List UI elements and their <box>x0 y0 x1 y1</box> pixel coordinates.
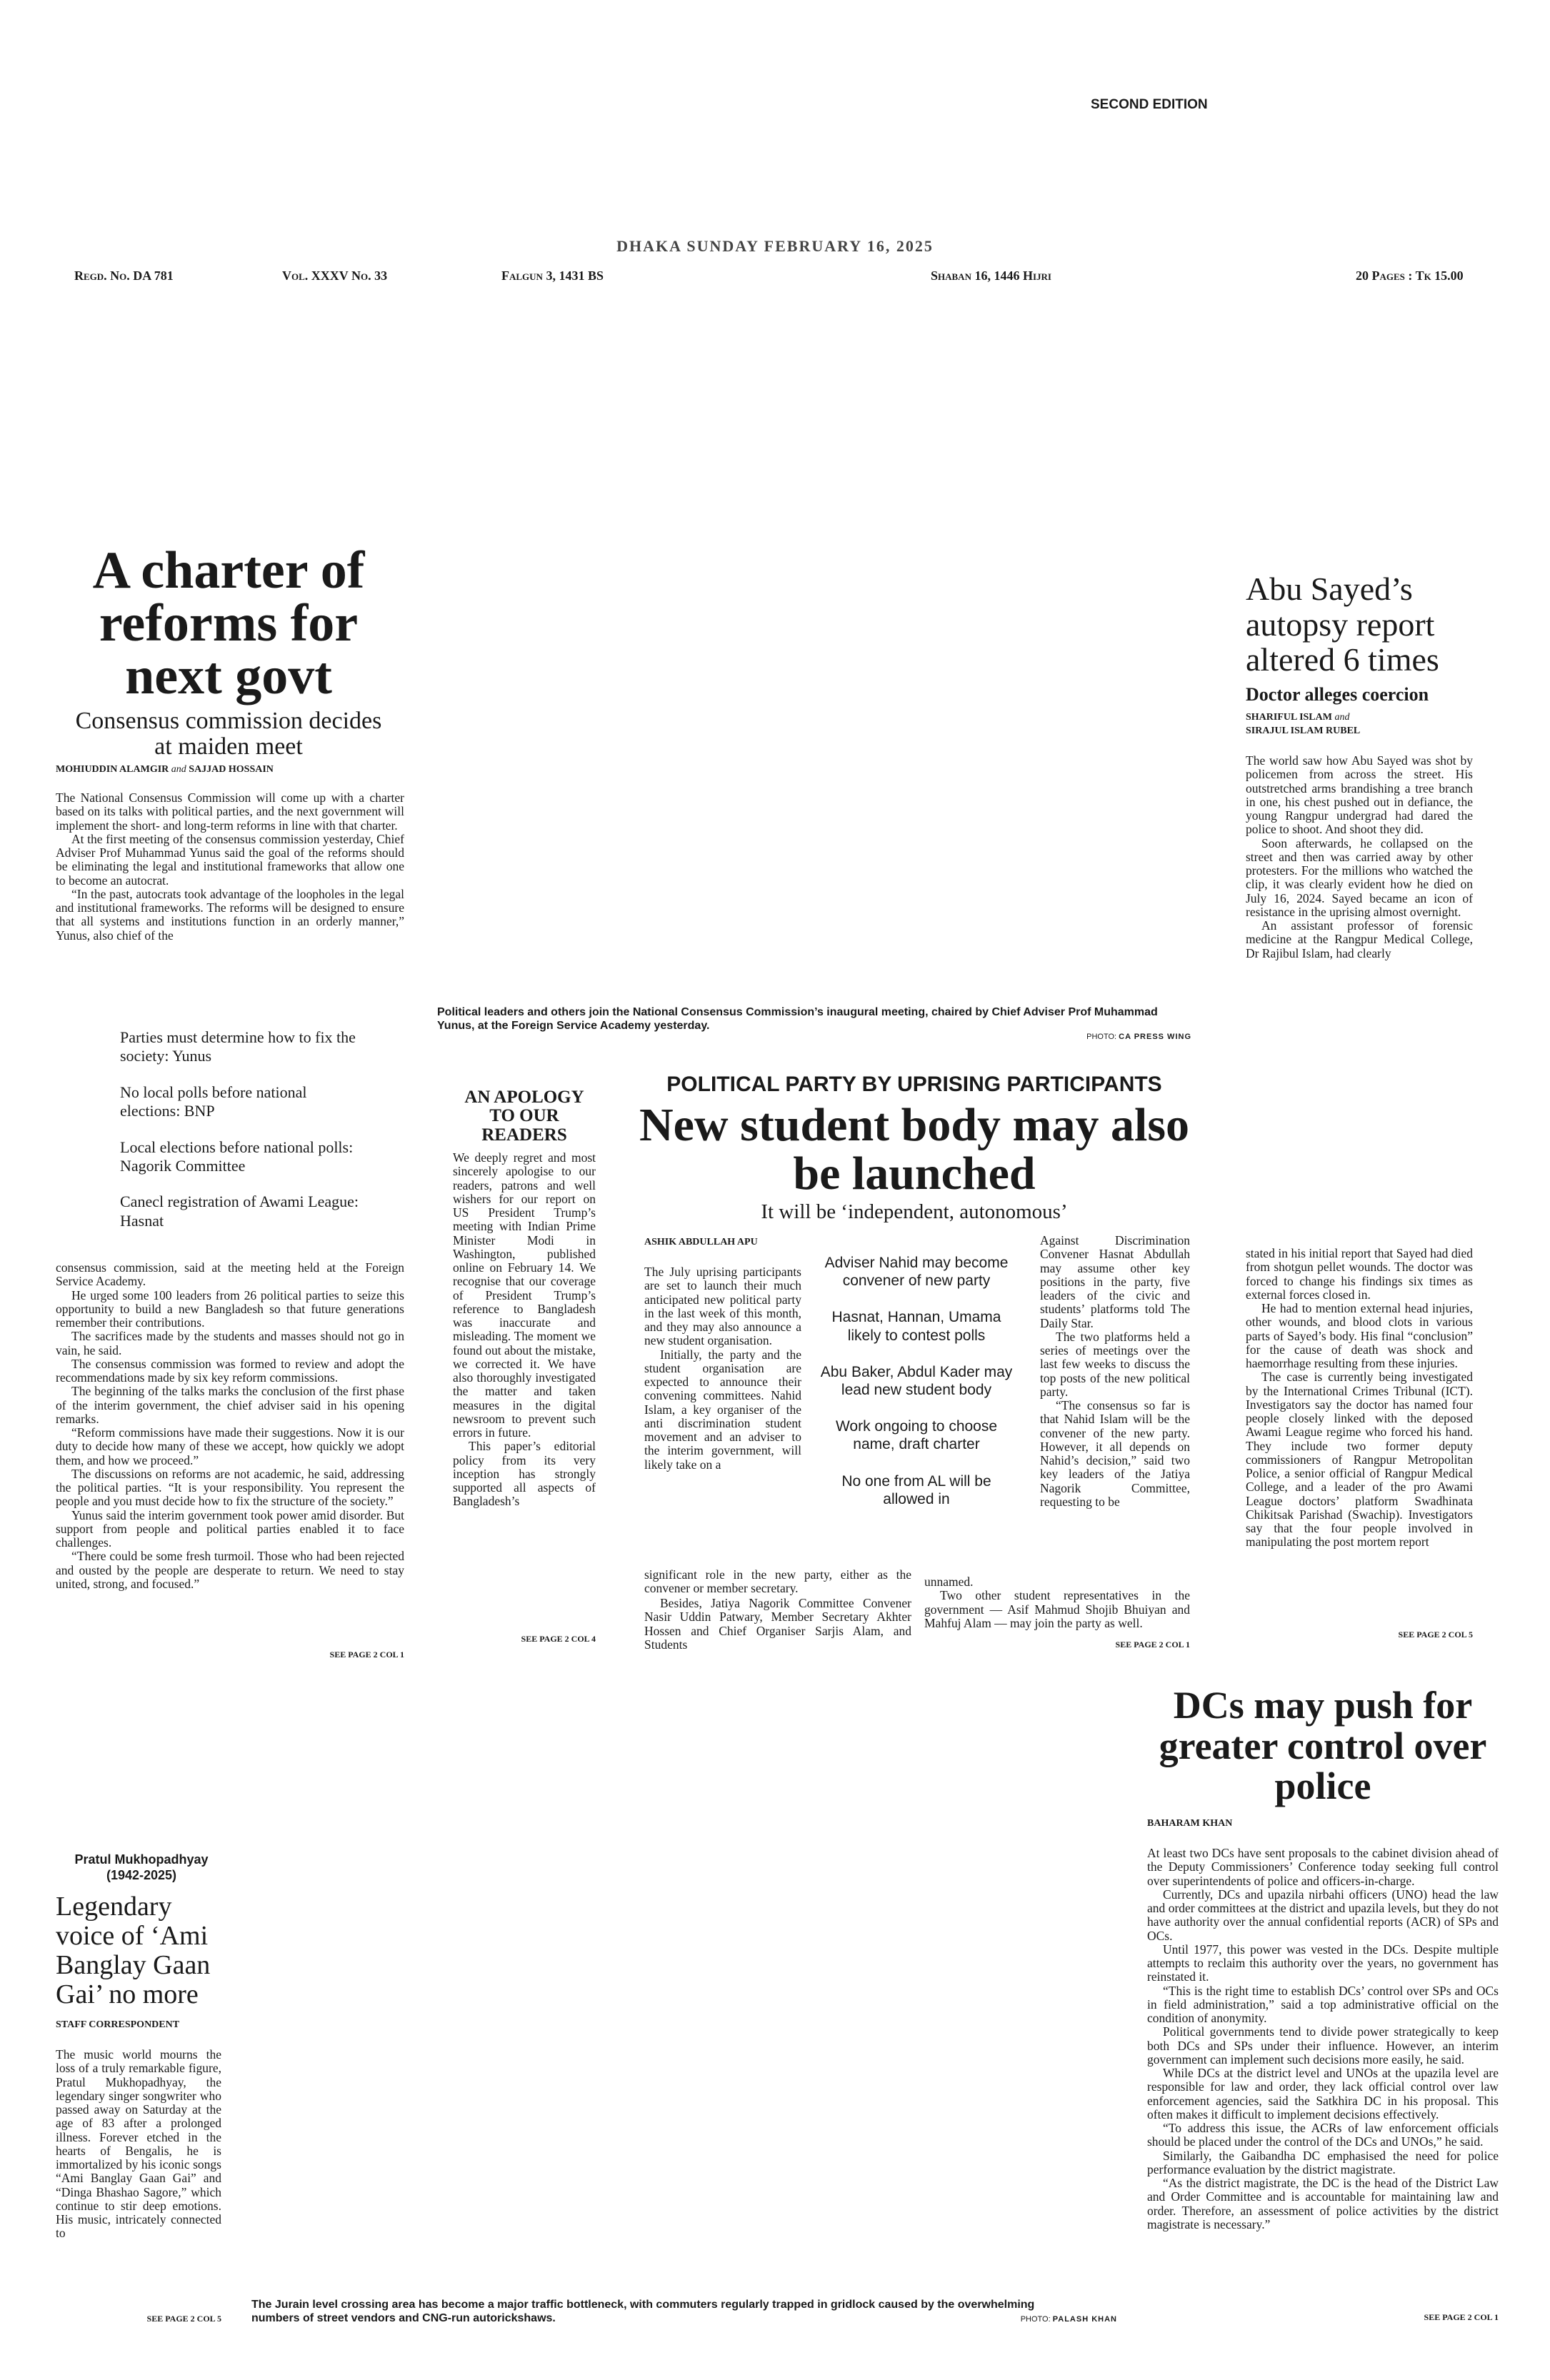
paragraph: unnamed. <box>924 1575 974 1589</box>
paragraph: Political governments tend to divide power strategically to keep both DCs and SPs under their influence. However, an interim government can implement such decisions more easily, he said. <box>1147 2024 1499 2067</box>
paragraph: The July uprising participants are set to launch their much anticipated new political party in the last week of this month, and they may also announce a new student organisation. <box>644 1265 801 1348</box>
page-count-price: 20 Pages : Tk 15.00 <box>1356 268 1464 283</box>
paragraph: The consensus commission was formed to review and adopt the recommendations made by six key reform commissions. <box>56 1356 404 1385</box>
sidebar-point: No one from AL will be allowed in <box>841 1472 991 1507</box>
student-wide-line: significant role in the new party, either as the convener or member secretary. <box>644 1567 911 1596</box>
paragraph: The world saw how Abu Sayed was shot by policemen from across the street. His outstretched arms brandishing a tree branch in one, his chest pushed out in defiance, the young Rangpur undergrad had dared the police to shoot. And shoot they did. <box>1246 753 1473 837</box>
paragraph: This paper’s editorial policy from its very inception has strongly supported all aspects of Bangladesh’s <box>453 1439 596 1509</box>
registration-number: Regd. No. DA 781 <box>74 268 174 283</box>
student-col-3 <box>1040 1234 1190 1509</box>
paragraph: “In the past, autocrats took advantage of the loopholes in the legal and institutional frameworks. The reforms will be designed to ensure that all systems and institutions function in an orderly manner,” Yunus, also chief of the <box>56 886 404 943</box>
paragraph: “The consensus so far is that Nahid Islam will be the convener of the new party. However, it all depends on Nahid’s decision,” said two key leaders of the Jatiya Nagorik Committee, requesting to be <box>1040 1398 1190 1509</box>
paragraph: The two platforms held a series of meetings over the last few weeks to discuss the top posts of the new political party. <box>1040 1329 1190 1399</box>
sayed-deck: Doctor alleges coercion <box>1246 684 1429 705</box>
lead-byline <box>56 764 274 775</box>
sayed-body-top <box>1246 754 1473 960</box>
obituary-years: (1942-2025) <box>106 1868 177 1882</box>
student-col-1-bottom <box>644 1597 911 1652</box>
see-page-link[interactable]: SEE PAGE 2 COL 5 <box>1398 1630 1473 1640</box>
student-col-3-bottom <box>924 1575 1190 1630</box>
lead-body-bottom <box>56 1261 404 1591</box>
paragraph: The beginning of the talks marks the conclusion of the first phase of the interim government, the chief adviser said in his opening remarks. <box>56 1384 404 1426</box>
byline-author: MOHIUDDIN ALAMGIR <box>56 764 169 775</box>
see-page-link[interactable]: SEE PAGE 2 COL 1 <box>329 1650 404 1660</box>
bangla-date: Falgun 3, 1431 BS <box>501 268 604 283</box>
dateline: DHAKA SUNDAY FEBRUARY 16, 2025 <box>616 237 934 255</box>
bottom-photo-caption: The Jurain level crossing area has become a major traffic bottleneck, with commuters regularly trapped in gridlock caused by the overwhelming numbers of street vendors and CNG-run autorickshaws. <box>251 2299 1035 2325</box>
paragraph: He had to mention external head injuries, other wounds, and blood clots in various parts of Sayed’s body. His final “conclusion” for the cause of death was shock and haemorrhage resulting from these injuries. <box>1246 1301 1473 1370</box>
credit-name: CA PRESS WING <box>1119 1033 1191 1041</box>
paragraph: consensus commission, said at the meeting held at the Foreign Service Academy. <box>56 1260 404 1289</box>
paragraph: stated in his initial report that Sayed had died from shotgun pellet wounds. The doctor was forced to change his findings six times as external forces closed in. <box>1246 1246 1473 1302</box>
paragraph: The sacrifices made by the students and masses should not go in vain, he said. <box>56 1329 404 1357</box>
see-page-link[interactable]: SEE PAGE 2 COL 1 <box>1115 1640 1190 1650</box>
see-page-link[interactable]: SEE PAGE 2 COL 5 <box>146 2314 221 2324</box>
sidebar-point: Hasnat, Hannan, Umama likely to contest polls <box>831 1309 1001 1344</box>
paragraph: Soon afterwards, he collapsed on the street and then was carried away by other protesters. For the millions who watched the clip, it was clearly evident how he died on July 16, 2024. Sayed became an icon of resistance in the uprising almost overnight. <box>1246 835 1473 919</box>
top-photo-credit <box>986 1033 1191 1041</box>
see-page-link[interactable]: SEE PAGE 2 COL 4 <box>521 1634 596 1644</box>
byline-author: SHARIFUL ISLAM <box>1246 712 1332 723</box>
paragraph: Against Discrimination Convener Hasnat Abdullah may assume other key positions in the party, five leaders of the civic and students’ platforms told The Daily Star. <box>1040 1233 1190 1330</box>
sidebar-point: Adviser Nahid may become convener of new party <box>824 1255 1009 1290</box>
sayed-byline <box>1246 711 1489 738</box>
credit-name: PALASH KHAN <box>1052 2315 1117 2324</box>
paragraph: Yunus said the interim government took power amid disorder. But support from people and political parties enabled it to face challenges. <box>56 1507 404 1550</box>
sayed-body-bottom <box>1246 1247 1473 1550</box>
dc-byline: BAHARAM KHAN <box>1147 1818 1233 1829</box>
paragraph: At the first meeting of the consensus commission yesterday, Chief Adviser Prof Muhammad Yunus said the goal of the reforms should be eliminating the legal and institutional frameworks that allow one to become an autocrat. <box>56 831 404 888</box>
lead-headline: A charter of reforms for next govt <box>92 541 365 706</box>
apology-headline: AN APOLOGY TO OUR READERS <box>464 1088 584 1145</box>
paragraph: The National Consensus Commission will come up with a charter based on its talks with political parties, and the next government will implement the short- and long-term reforms in line with that charter. <box>56 790 404 833</box>
credit-label: PHOTO: <box>1086 1033 1117 1041</box>
paragraph: Two other student representatives in the government — Asif Mahmud Shojib Bhuiyan and Mahfuj Alam — may join the party as well. <box>924 1588 1190 1630</box>
bottom-photo-credit <box>943 2315 1117 2324</box>
hijri-date: Shaban 16, 1446 Hijri <box>931 268 1051 283</box>
bullet-item: Canecl registration of Awami League: Hasnat <box>120 1192 359 1230</box>
edition-label: SECOND EDITION <box>1091 97 1208 112</box>
dc-headline: DCs may push for greater control over police <box>1159 1684 1487 1808</box>
paragraph: At least two DCs have sent proposals to the cabinet division ahead of the Deputy Commissioners’ Conference today seeking full control over superintendents of police and officers-in-charge. <box>1147 1846 1499 1888</box>
paragraph: The music world mourns the loss of a truly remarkable figure, Pratul Mukhopadhyay, the legendary singer songwriter who passed away on Saturday at the age of 83 after a prolonged illness. Forever etched in the hearts of Bengalis, he is immortalized by his iconic songs “Ami Banglay Gaan Gai” and “Dinga Bhashao Sagore,” which continue to stir deep emotions. His music, intricately connected to <box>56 2047 221 2241</box>
obituary-byline: STAFF CORRESPONDENT <box>56 2019 180 2030</box>
paragraph: Until 1977, this power was vested in the DCs. Despite multiple attempts to reclaim this authority over the years, no government has reinstated it. <box>1147 1942 1499 1984</box>
student-deck: It will be ‘independent, autonomous’ <box>761 1200 1068 1223</box>
paragraph: “Reform commissions have made their suggestions. Now it is our duty to decide how many of these we accept, how quickly we adopt them, and how we proceed.” <box>56 1425 404 1467</box>
credit-label: PHOTO: <box>1020 2315 1051 2324</box>
top-photo-caption: Political leaders and others join the National Consensus Commission’s inaugural meeting, chaired by Chief Adviser Prof Muhammad Yunus, at the Foreign Service Academy yesterday. <box>437 1006 1158 1033</box>
obituary-headline: Legendary voice of ‘Ami Banglay Gaan Gai’ no more <box>56 1892 211 2010</box>
sayed-headline: Abu Sayed’s autopsy report altered 6 times <box>1246 571 1439 678</box>
paragraph: Similarly, the Gaibandha DC emphasised the need for police performance evaluation by the district magistrate. <box>1147 2148 1499 2176</box>
apology-body <box>453 1151 596 1509</box>
volume-number: Vol. XXXV No. 33 <box>282 268 388 283</box>
byline-and: and <box>171 764 186 775</box>
obituary-body <box>56 2048 221 2241</box>
student-sidebar <box>814 1254 1019 1527</box>
bullet-item: Local elections before national polls: Nagorik Committee <box>120 1138 354 1175</box>
paragraph: We deeply regret and most sincerely apologise to our readers, patrons and well wishers for our report on US President Trump’s meeting with Indian Prime Minister Modi in Washington, published online on February 14. We recognise that our coverage of President Trump’s reference to Bangladesh was inaccurate and misleading. The moment we found out about the mistake, we corrected it. We have also thoroughly investigated the matter and taken measures in the digital newsroom to prevent such errors in future. <box>453 1150 596 1440</box>
lead-deck: Consensus commission decides at maiden meet <box>75 708 382 760</box>
lead-bullets <box>120 1028 363 1247</box>
paragraph: An assistant professor of forensic medicine at the Rangpur Medical College, Dr Rajibul Islam, had clearly <box>1246 918 1473 960</box>
lead-body-top <box>56 791 404 943</box>
bullet-item: Parties must determine how to fix the society: Yunus <box>120 1028 356 1065</box>
sidebar-point: Abu Baker, Abdul Kader may lead new student body <box>820 1363 1013 1398</box>
paragraph: While DCs at the district level and UNOs at the upazila level are responsible for law and order, they lack official control over law enforcement agencies, said the Satkhira DC in his proposal. This often makes it difficult to implement decisions effectively. <box>1147 2066 1499 2122</box>
paragraph: The case is currently being investigated by the International Crimes Tribunal (ICT). Investigators say the doctor has named four people closely linked with the deposed Awami League regime who forced his hand. They include two former deputy commissioners of Rangpur Metropolitan Police, a senior official of Rangpur Medical College, and a leader of the pro Awami League doctors’ platform Swadhinata Chikitsak Parishad (Swachip). Investigators say that the four people involved in manipulating the post mortem report <box>1246 1370 1473 1550</box>
byline-author: SAJJAD HOSSAIN <box>189 764 274 775</box>
paragraph: The discussions on reforms are not academic, he said, addressing the political parties. “It is your responsibility. You represent the people and you must decide how to fix the structure of the society.” <box>56 1466 404 1509</box>
obituary-name: Pratul Mukhopadhyay <box>74 1852 209 1867</box>
paragraph: Initially, the party and the student organisation are expected to announce their convening committees. Nahid Islam, a key organiser of the anti discrimination student movement and an adviser to the interim government, will likely take on a <box>644 1347 801 1472</box>
sidebar-point: Work ongoing to choose name, draft charter <box>835 1418 998 1453</box>
paragraph: Besides, Jatiya Nagorik Committee Convener Nasir Uddin Patwary, Member Secretary Akhter Hossen and Chief Organiser Sarjis Alam, and Students <box>644 1596 911 1652</box>
paragraph: Currently, DCs and upazila nirbahi officers (UNO) head the law and order committees at the district and upazila levels, but they do not have authority over the annual confidential reports (ACR) of SPs and OCs. <box>1147 1887 1499 1943</box>
paragraph: “To address this issue, the ACRs of law enforcement officials should be placed under the control of the DCs and UNOs,” he said. <box>1147 2121 1499 2149</box>
bullet-item: No local polls before national elections: BNP <box>120 1083 307 1120</box>
dc-body <box>1147 1847 1499 2231</box>
student-col-1 <box>644 1265 801 1472</box>
see-page-link[interactable]: SEE PAGE 2 COL 1 <box>1424 2312 1499 2322</box>
byline-author: SIRAJUL ISLAM RUBEL <box>1246 725 1361 736</box>
paragraph: He urged some 100 leaders from 26 political parties to seize this opportunity to build a new Bangladesh so that future generations remember their contributions. <box>56 1287 404 1330</box>
student-byline: ASHIK ABDULLAH APU <box>644 1237 758 1247</box>
paragraph: “This is the right time to establish DCs’ control over SPs and OCs in field administration,” said a top administrative official on the condition of anonymity. <box>1147 1983 1499 2025</box>
student-kicker: POLITICAL PARTY BY UPRISING PARTICIPANTS <box>666 1073 1162 1096</box>
byline-and: and <box>1334 712 1350 723</box>
paragraph: “As the district magistrate, the DC is the head of the District Law and Order Committee and is accountable for maintaining law and order. Therefore, an assessment of police activities by the district magistrate is necessary.” <box>1147 2176 1499 2231</box>
paragraph: “There could be some fresh turmoil. Those who had been rejected and ousted by the people are desperate to return. We need to stay united, strong, and focused.” <box>56 1549 404 1591</box>
student-headline: New student body may also be launched <box>639 1099 1190 1200</box>
